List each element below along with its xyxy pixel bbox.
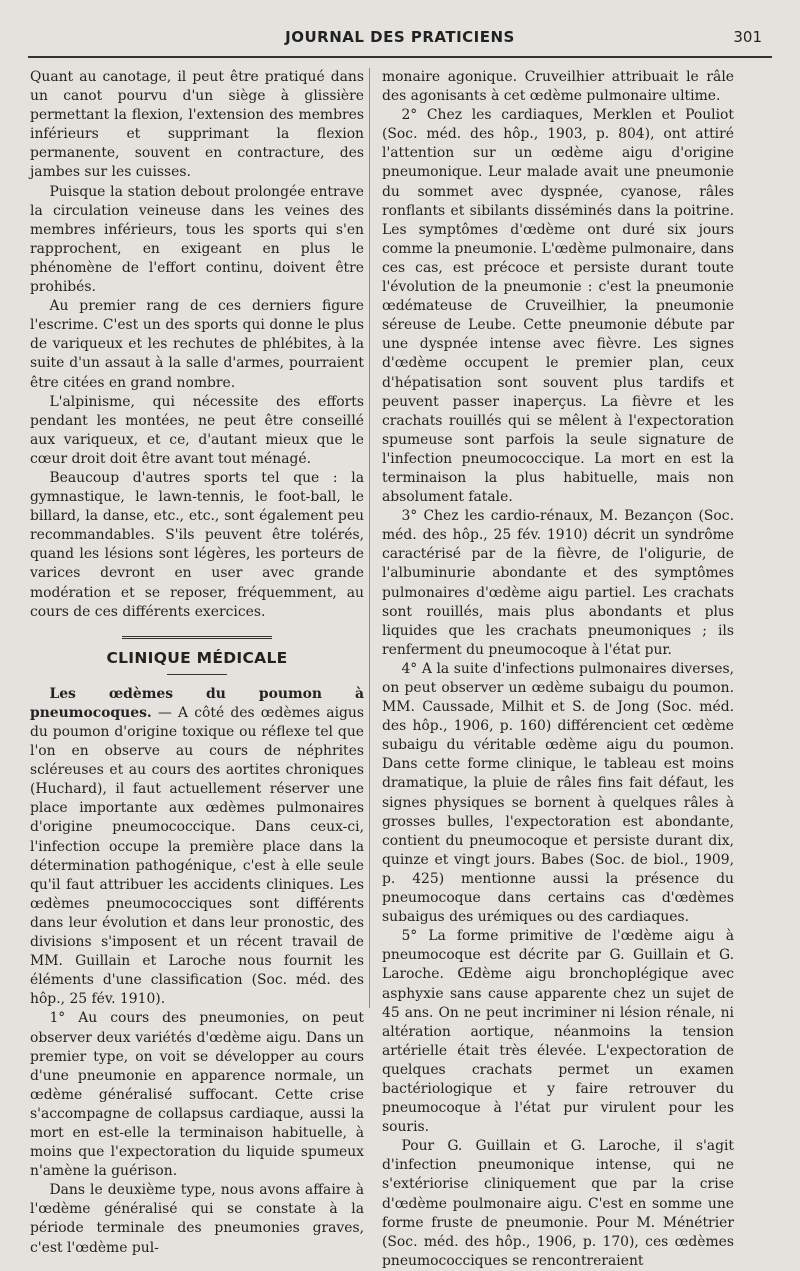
article-subheading: Les œdèmes du poumon à pneumocoques. xyxy=(30,685,364,721)
section-heading-block xyxy=(30,636,364,675)
intro-text: — A côté des œdèmes aigus du poumon d'origine toxique ou réflexe tel que l'on en observe au cours de néphrites scléreuses et au cours des aortites chroniques (Huchard), il faut actuellement réserver une place importante aux œdèmes pulmonaires d'origine pneumococcique. Dans ceux-ci, l'infection occupe la première place dans la détermination pathogénique, c'est à elle seule qu'il faut attribuer les accidents cliniques. Les œdèmes pneumococciques sont différents dans leur évolution et dans leur pronostic, des divisions s'imposent et un récent travail de MM. Guillain et Laroche nous fournit les éléments d'une classification (Soc. méd. des hôp., 25 fév. 1910). xyxy=(30,704,364,1008)
paragraph-escrime: Au premier rang de ces derniers figure l'escrime. C'est un des sports qui donne le plus de variqueux et les rechutes de phlébites, à la suite d'un assaut à la salle d'armes, pourraient être citées en grand nombre. xyxy=(30,298,364,391)
paragraph-intro-oedemes xyxy=(30,685,364,1010)
section-double-rule xyxy=(122,636,272,641)
page-number: 301 xyxy=(733,28,762,46)
paragraph-station-debout: Puisque la station debout prolongée entrave la circulation veineuse dans les veines des membres inférieurs, tous les sports qui s'en rapprochent, en exigeant en plus le phénomène de l'effort continu, doivent être prohibés. xyxy=(30,183,364,296)
journal-title: JOURNAL DES PRATICIENS xyxy=(285,28,515,46)
paragraph-infections-diverses: 4° A la suite d'infections pulmonaires diverses, on peut observer un œdème subaigu du poumon. MM. Caussade, Milhit et S. de Jong (Soc. méd. des hôp., 1906, p. 160) différencient cet œdème subaigu du véritable œdème aigu du poumon. Dans cette forme clinique, le tableau est moins dramatique, la pluie de râles fins fait défaut, les signes physiques se bornent à quelques râles à grosses bulles, l'expectoration est abondante, contient du pneumocoque et persiste durant dix, quinze et vingt jours. Babes (Soc. de biol., 1909, p. 425) mentionne aussi la présence du pneumocoque dans certains cas d'œdèmes subaigus des urémiques ou des cardiaques. xyxy=(382,660,734,926)
paragraph-deuxieme-type: Dans le deuxième type, nous avons affaire à l'œdème généralisé qui se constate à la période terminale des pneumonies graves, c'est l'œdème pul- xyxy=(30,1182,364,1256)
paragraph-guillain-laroche: Pour G. Guillain et G. Laroche, il s'agit d'infection pneumonique intense, qui ne s'extériorise cliniquement que par la crise d'œdème poulmonaire aigu. C'est en somme une forme fruste de pneumonie. Pour M. Ménétrier (Soc. méd. des hôp., 1906, p. 170), ces œdèmes pneumococciques se rencontreraient xyxy=(382,1138,734,1269)
column-divider xyxy=(369,68,370,1008)
paragraph-cardiaques: 2° Chez les cardiaques, Merklen et Pouliot (Soc. méd. des hôp., 1903, p. 804), ont attiré l'attention sur un œdème aigu d'origine pneumonique. Leur malade avait une pneumonie du sommet avec dyspnée, cyanose, râles ronflants et sibilants disséminés dans la poitrine. Les symptômes d'œdème ont duré six jours comme la pneumonie. L'œdème pulmonaire, dans ces cas, est précoce et persiste durant toute l'évolution de la pneumonie : c'est la pneumonie œdémateuse de Cruveilhier, la pneumonie séreuse de Leube. Cette pneumonie débute par une dyspnée intense avec fièvre. Les signes d'œdème occupent le premier plan, ceux d'hépatisation sont souvent plus tardifs et peuvent passer inaperçus. La fièvre et les crachats rouillés qui se mêlent à l'expectoration spumeuse sont parfois la seule signature de l'infection pneumococcique. La mort en est la terminaison la plus habituelle, mais non absolument fatale. xyxy=(382,107,734,506)
paragraph-canotage: Quant au canotage, il peut être pratiqué dans un canot pourvu d'un siège à glissière permettant la flexion, l'extension des membres inférieurs et supprimant la flexion permanente, souvent en contracture, des jambes sur les cuisses. xyxy=(30,69,364,181)
section-short-rule xyxy=(167,674,227,675)
section-title: CLINIQUE MÉDICALE xyxy=(106,648,288,667)
paragraph-agonique: monaire agonique. Cruveilhier attribuait le râle des agonisants à cet œdème pulmonaire ultime. xyxy=(382,69,734,105)
paragraph-autres-sports: Beaucoup d'autres sports tel que : la gymnastique, le lawn-tennis, le foot-ball, le billard, la danse, etc., etc., sont également peu recommandables. S'ils peuvent être tolérés, quand les lésions sont légères, les porteurs de varices devront en user avec grande modération et se reposer, fréquemment, au cours de ces différents exercices. xyxy=(30,469,364,620)
paragraph-cardio-renaux: 3° Chez les cardio-rénaux, M. Bezançon (Soc. méd. des hôp., 25 fév. 1910) décrit un syndrôme caractérisé par de la fièvre, de l'oligurie, de l'albuminurie abondante et des symptômes pulmonaires d'œdème aigu partiel. Les crachats sont rouillés, mais plus abondants et plus liquides que les crachats pneumoniques ; ils renferment du pneumocoque à l'état pur. xyxy=(382,508,734,658)
paragraph-alpinisme: L'alpinisme, qui nécessite des efforts pendant les montées, ne peut être conseillé aux variqueux, et ce, d'autant mieux que le cœur droit doit être avant tout ménagé. xyxy=(30,393,364,467)
header-rule xyxy=(28,56,772,58)
right-column xyxy=(382,68,734,1271)
page-header xyxy=(28,28,772,56)
paragraph-forme-primitive: 5° La forme primitive de l'œdème aigu à pneumocoque est décrite par G. Guillain et G. Laroche. Œdème aigu bronchoplégique avec asphyxie sans cause apparente chez un sujet de 45 ans. On ne peut incriminer ni lésion rénale, ni altération aortique, néanmoins la tension artérielle était très élevée. L'expectoration de quelques crachats permet un examen bactériologique et y faire retrouver du pneumocoque à l'état pur virulent pour les souris. xyxy=(382,928,734,1136)
paragraph-pneumonies: 1° Au cours des pneumonies, on peut observer deux variétés d'œdème aigu. Dans un premier type, on voit se développer au cours d'une pneumonie en apparence normale, un œdème généralisé suffocant. Cette crise s'accompagne de collapsus cardiaque, aussi la mort en est-elle la terminaison habituelle, à moins que l'expectoration du liquide spumeux n'amène la guérison. xyxy=(30,1010,364,1180)
left-column xyxy=(30,68,364,1258)
